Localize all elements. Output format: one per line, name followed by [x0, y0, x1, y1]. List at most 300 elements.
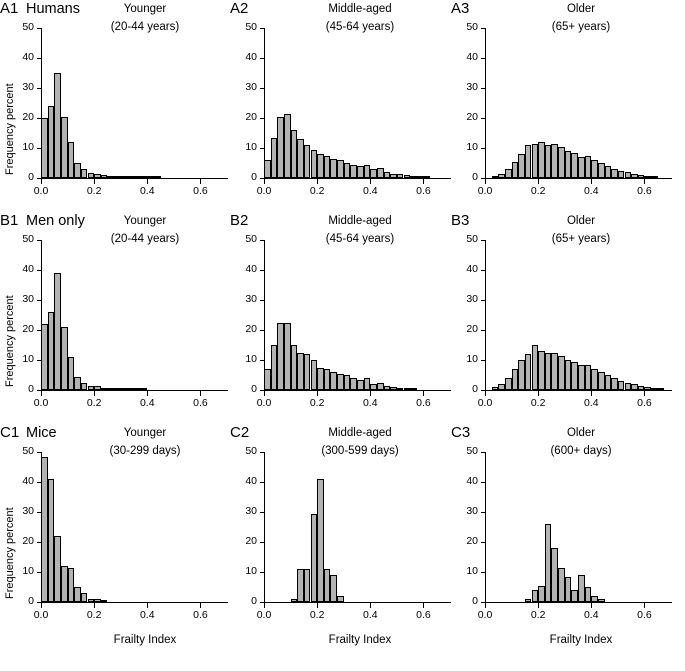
y-tick-label: 30 — [466, 505, 478, 517]
bar — [264, 369, 271, 390]
y-tick-label: 30 — [466, 81, 478, 93]
bar — [337, 374, 344, 391]
bar — [304, 145, 311, 178]
bar — [598, 599, 605, 602]
y-tick-label: 0 — [251, 595, 257, 607]
y-tick-label: 30 — [245, 505, 257, 517]
bar — [591, 369, 598, 390]
bar — [571, 153, 578, 179]
bar — [121, 176, 128, 178]
bar — [68, 142, 75, 178]
row-label-mice: Mice — [26, 425, 57, 441]
bar — [410, 176, 417, 178]
bar — [364, 378, 371, 390]
x-tick-label: 0.4 — [583, 185, 599, 197]
bar — [390, 174, 397, 179]
x-tick-label: 0.6 — [637, 609, 652, 621]
y-tick-label: 0 — [472, 171, 478, 183]
bar — [585, 587, 592, 602]
bar — [578, 575, 585, 602]
panel-subtitle-b2: (45-64 years) — [325, 233, 395, 245]
x-tick — [317, 603, 318, 608]
bar — [505, 378, 512, 390]
x-tick-label: 0.0 — [256, 185, 272, 197]
x-tick-label: 0.6 — [193, 185, 208, 197]
bar — [591, 596, 598, 602]
panel-subtitle-b1: (20-44 years) — [110, 233, 180, 245]
y-tick-label: 0 — [28, 171, 34, 183]
y-tick-label: 40 — [245, 263, 257, 275]
y-tick-label: 30 — [22, 505, 34, 517]
y-tick-label: 50 — [466, 233, 478, 245]
x-tick-label: 0.2 — [86, 397, 102, 409]
bar — [74, 587, 81, 602]
bar — [114, 176, 121, 178]
panel-a2 — [230, 0, 455, 200]
x-tick-label: 0.4 — [139, 185, 155, 197]
y-tick-label: 40 — [245, 51, 257, 63]
y-tick-label: 10 — [22, 141, 34, 153]
bar — [565, 360, 572, 390]
bar — [81, 169, 88, 178]
y-tick-label: 50 — [245, 21, 257, 33]
bar-series — [485, 28, 671, 178]
y-tick-label: 50 — [466, 445, 478, 457]
y-tick-label: 10 — [466, 353, 478, 365]
bar — [284, 323, 291, 391]
bar-series — [264, 28, 450, 178]
panel-subtitle-c2: (300-599 days) — [321, 445, 399, 457]
y-axis-label-a1: Frequency percent — [4, 83, 16, 175]
x-tick — [317, 179, 318, 184]
x-tick — [41, 391, 42, 396]
y-tick-label: 20 — [466, 111, 478, 123]
bar — [364, 165, 371, 179]
y-axis-label-c1: Frequency percent — [4, 507, 16, 599]
x-tick — [264, 179, 265, 184]
panel-tag-b1: B1 — [0, 212, 19, 229]
y-tick-label: 0 — [472, 383, 478, 395]
panel-title-c1: Younger — [123, 427, 167, 439]
bar-series — [41, 240, 227, 390]
bar — [625, 383, 632, 391]
bar — [48, 106, 55, 178]
bar — [638, 175, 645, 178]
bar — [330, 159, 337, 179]
panel-title-b2: Middle-aged — [328, 215, 392, 227]
bar — [297, 569, 304, 602]
bar — [551, 548, 558, 602]
y-tick-label: 50 — [466, 21, 478, 33]
bar — [578, 157, 585, 178]
bar — [397, 174, 404, 179]
bar — [384, 386, 391, 391]
x-tick — [200, 391, 201, 396]
y-tick-label: 40 — [466, 263, 478, 275]
panel-b2 — [230, 212, 455, 412]
x-tick-label: 0.0 — [477, 185, 493, 197]
bar — [377, 168, 384, 179]
bar — [304, 354, 311, 390]
bar — [61, 566, 68, 602]
bar — [61, 327, 68, 390]
x-tick — [94, 179, 95, 184]
x-tick-label: 0.0 — [256, 609, 272, 621]
bar — [558, 568, 565, 603]
x-tick-label: 0.2 — [309, 185, 325, 197]
panel-c3 — [451, 424, 685, 649]
x-tick — [485, 391, 486, 396]
bar — [585, 156, 592, 179]
y-tick-label: 20 — [22, 111, 34, 123]
x-tick — [94, 603, 95, 608]
x-axis-label-c2: Frailty Index — [328, 634, 392, 646]
x-tick-label: 0.4 — [139, 609, 155, 621]
bar — [505, 169, 512, 178]
bar — [101, 600, 108, 602]
y-tick-label: 40 — [22, 475, 34, 487]
bar — [618, 171, 625, 179]
bar — [68, 568, 75, 603]
bar — [94, 599, 101, 602]
bar — [638, 386, 645, 391]
bar — [88, 599, 95, 602]
y-tick-label: 30 — [22, 81, 34, 93]
x-tick — [370, 391, 371, 396]
y-tick-label: 30 — [466, 293, 478, 305]
bar — [337, 596, 344, 602]
bar — [512, 369, 519, 390]
bar — [88, 386, 95, 391]
bar — [154, 176, 161, 178]
y-tick-label: 20 — [245, 323, 257, 335]
bar — [107, 176, 114, 178]
x-tick — [591, 603, 592, 608]
bar — [651, 388, 658, 390]
bar — [41, 118, 48, 178]
bar — [337, 160, 344, 178]
bar — [625, 172, 632, 178]
bar — [141, 388, 148, 390]
panel-subtitle-c1: (30-299 days) — [109, 445, 181, 457]
x-tick-label: 0.2 — [86, 185, 102, 197]
bar — [284, 114, 291, 179]
bar — [94, 386, 101, 390]
bar — [525, 354, 532, 390]
y-tick-label: 40 — [22, 263, 34, 275]
bar — [571, 362, 578, 391]
bar — [101, 388, 108, 390]
y-tick-label: 0 — [28, 383, 34, 395]
y-tick-label: 50 — [245, 445, 257, 457]
bar — [545, 145, 552, 178]
bar — [41, 324, 48, 390]
panel-title-a2: Middle-aged — [328, 3, 392, 15]
bar — [147, 176, 154, 178]
y-tick-label: 20 — [22, 323, 34, 335]
bar — [94, 174, 101, 179]
bar — [545, 524, 552, 602]
x-tick — [538, 179, 539, 184]
bar — [48, 479, 55, 602]
panel-subtitle-a3: (65+ years) — [551, 21, 611, 33]
y-tick-label: 30 — [245, 293, 257, 305]
x-axis-label-c1: Frailty Index — [113, 634, 177, 646]
bar — [54, 273, 61, 390]
x-tick — [485, 179, 486, 184]
x-tick — [485, 603, 486, 608]
x-tick-label: 0.2 — [309, 609, 325, 621]
bar — [141, 176, 148, 178]
x-tick — [147, 391, 148, 396]
y-axis-label-b1: Frequency percent — [4, 295, 16, 387]
bar — [525, 145, 532, 178]
x-tick-label: 0.0 — [33, 609, 49, 621]
bar — [558, 356, 565, 391]
bar — [330, 372, 337, 390]
bar — [74, 377, 81, 391]
x-tick-label: 0.2 — [86, 609, 102, 621]
x-tick-label: 0.4 — [139, 397, 155, 409]
bar — [384, 172, 391, 178]
row-label-men-only: Men only — [26, 213, 85, 229]
bar — [291, 345, 298, 390]
panel-tag-b2: B2 — [230, 212, 249, 229]
y-tick-label: 30 — [245, 81, 257, 93]
y-tick-label: 40 — [245, 475, 257, 487]
x-tick-label: 0.2 — [530, 609, 546, 621]
x-tick — [591, 179, 592, 184]
panel-tag-c2: C2 — [230, 424, 250, 441]
bar — [417, 176, 424, 178]
y-tick-label: 20 — [466, 535, 478, 547]
bar-series — [485, 240, 671, 390]
bar — [551, 144, 558, 179]
bar-series — [41, 28, 227, 178]
bar-series — [264, 452, 450, 602]
y-tick-label: 20 — [245, 111, 257, 123]
y-tick-label: 50 — [22, 233, 34, 245]
y-tick-label: 10 — [245, 565, 257, 577]
bar — [498, 174, 505, 179]
panel-title-b1: Younger — [123, 215, 167, 227]
x-tick-label: 0.0 — [33, 397, 49, 409]
y-tick-label: 40 — [466, 51, 478, 63]
bar — [532, 590, 539, 602]
bar — [81, 383, 88, 391]
bar — [344, 375, 351, 390]
x-tick — [423, 391, 424, 396]
panel-a1 — [0, 0, 240, 200]
panel-subtitle-a2: (45-64 years) — [325, 21, 395, 33]
bar — [618, 381, 625, 390]
panel-b1 — [0, 212, 240, 412]
y-tick-label: 20 — [466, 323, 478, 335]
x-tick — [41, 603, 42, 608]
bar — [492, 176, 499, 178]
bar — [317, 154, 324, 178]
panel-subtitle-a1: (20-44 years) — [110, 21, 180, 33]
x-tick-label: 0.4 — [362, 609, 378, 621]
x-tick-label: 0.6 — [416, 185, 431, 197]
bar — [591, 160, 598, 178]
bar-series — [264, 240, 450, 390]
panel-subtitle-b3: (65+ years) — [551, 233, 611, 245]
bar — [291, 599, 298, 602]
x-tick — [200, 603, 201, 608]
bar — [370, 384, 377, 390]
x-axis-label-c3: Frailty Index — [549, 634, 613, 646]
y-tick-label: 10 — [245, 141, 257, 153]
bar — [297, 139, 304, 178]
x-tick-label: 0.6 — [416, 397, 431, 409]
bar — [324, 569, 331, 602]
bar — [585, 365, 592, 391]
bar — [512, 162, 519, 179]
bar — [631, 174, 638, 179]
x-tick-label: 0.6 — [416, 609, 431, 621]
bar — [81, 593, 88, 602]
x-tick — [317, 391, 318, 396]
bar — [390, 387, 397, 390]
y-tick-label: 0 — [472, 595, 478, 607]
bar — [311, 150, 318, 179]
x-tick-label: 0.6 — [637, 185, 652, 197]
panel-subtitle-c3: (600+ days) — [550, 445, 612, 457]
y-tick-label: 50 — [22, 21, 34, 33]
y-tick-label: 0 — [251, 171, 257, 183]
panel-title-a3: Older — [566, 3, 596, 15]
y-tick-label: 20 — [245, 535, 257, 547]
x-tick — [538, 391, 539, 396]
x-tick — [538, 603, 539, 608]
bar — [370, 169, 377, 178]
x-tick — [370, 603, 371, 608]
bar — [324, 369, 331, 390]
y-tick-label: 40 — [466, 475, 478, 487]
bar — [605, 375, 612, 390]
bar — [264, 160, 271, 178]
bar — [61, 117, 68, 179]
x-tick-label: 0.4 — [362, 185, 378, 197]
row-label-humans: Humans — [26, 1, 80, 17]
bar — [404, 175, 411, 178]
bar — [107, 388, 114, 390]
bar-series — [41, 452, 227, 602]
y-tick-label: 0 — [28, 595, 34, 607]
bar — [350, 378, 357, 390]
x-tick-label: 0.4 — [583, 397, 599, 409]
panel-title-c2: Middle-aged — [328, 427, 392, 439]
bar — [558, 147, 565, 179]
bar — [518, 360, 525, 390]
bar-series — [485, 452, 671, 602]
y-tick-label: 0 — [251, 383, 257, 395]
bar — [397, 388, 404, 390]
bar — [545, 353, 552, 391]
x-tick-label: 0.4 — [583, 609, 599, 621]
bar — [598, 163, 605, 178]
x-tick — [370, 179, 371, 184]
bar — [68, 357, 75, 390]
bar — [277, 323, 284, 391]
panel-tag-c1: C1 — [0, 424, 20, 441]
x-tick-label: 0.0 — [477, 609, 493, 621]
bar — [423, 176, 430, 178]
bar — [658, 388, 665, 390]
bar — [404, 388, 411, 390]
bar — [54, 73, 61, 178]
x-tick — [644, 603, 645, 608]
bar — [377, 383, 384, 391]
y-tick-label: 10 — [22, 565, 34, 577]
bar — [538, 142, 545, 178]
x-tick — [423, 179, 424, 184]
bar — [127, 388, 134, 390]
bar — [317, 479, 324, 602]
bar — [357, 380, 364, 391]
x-tick — [94, 391, 95, 396]
panel-tag-a2: A2 — [230, 0, 249, 17]
bar — [651, 176, 658, 178]
panel-title-c3: Older — [566, 427, 596, 439]
bar — [525, 599, 532, 602]
bar — [54, 536, 61, 602]
bar — [271, 138, 278, 179]
bar — [565, 577, 572, 603]
x-tick — [644, 179, 645, 184]
bar — [344, 163, 351, 178]
x-tick-label: 0.0 — [256, 397, 272, 409]
bar — [48, 312, 55, 390]
bar — [127, 176, 134, 178]
bar — [317, 368, 324, 391]
bar — [644, 387, 651, 390]
x-tick-label: 0.0 — [477, 397, 493, 409]
x-tick — [264, 391, 265, 396]
y-tick-label: 20 — [22, 535, 34, 547]
panel-tag-a1: A1 — [0, 0, 19, 17]
bar — [611, 378, 618, 390]
panel-b3 — [451, 212, 685, 412]
x-tick — [147, 603, 148, 608]
bar — [565, 151, 572, 178]
x-tick-label: 0.2 — [530, 185, 546, 197]
bar — [74, 163, 81, 178]
y-tick-label: 40 — [22, 51, 34, 63]
bar — [598, 372, 605, 390]
x-tick-label: 0.6 — [193, 397, 208, 409]
bar — [88, 173, 95, 178]
x-tick-label: 0.4 — [362, 397, 378, 409]
bar — [311, 360, 318, 390]
bar — [304, 569, 311, 602]
bar — [532, 144, 539, 179]
y-tick-label: 10 — [466, 141, 478, 153]
x-tick-label: 0.2 — [530, 397, 546, 409]
x-tick — [423, 603, 424, 608]
panel-c1 — [0, 424, 240, 649]
bar — [532, 345, 539, 390]
bar — [518, 154, 525, 178]
bar — [330, 575, 337, 602]
panel-title-b3: Older — [566, 215, 596, 227]
bar — [134, 176, 141, 178]
y-tick-label: 50 — [22, 445, 34, 457]
bar — [605, 166, 612, 178]
bar — [551, 353, 558, 391]
bar — [41, 457, 48, 603]
